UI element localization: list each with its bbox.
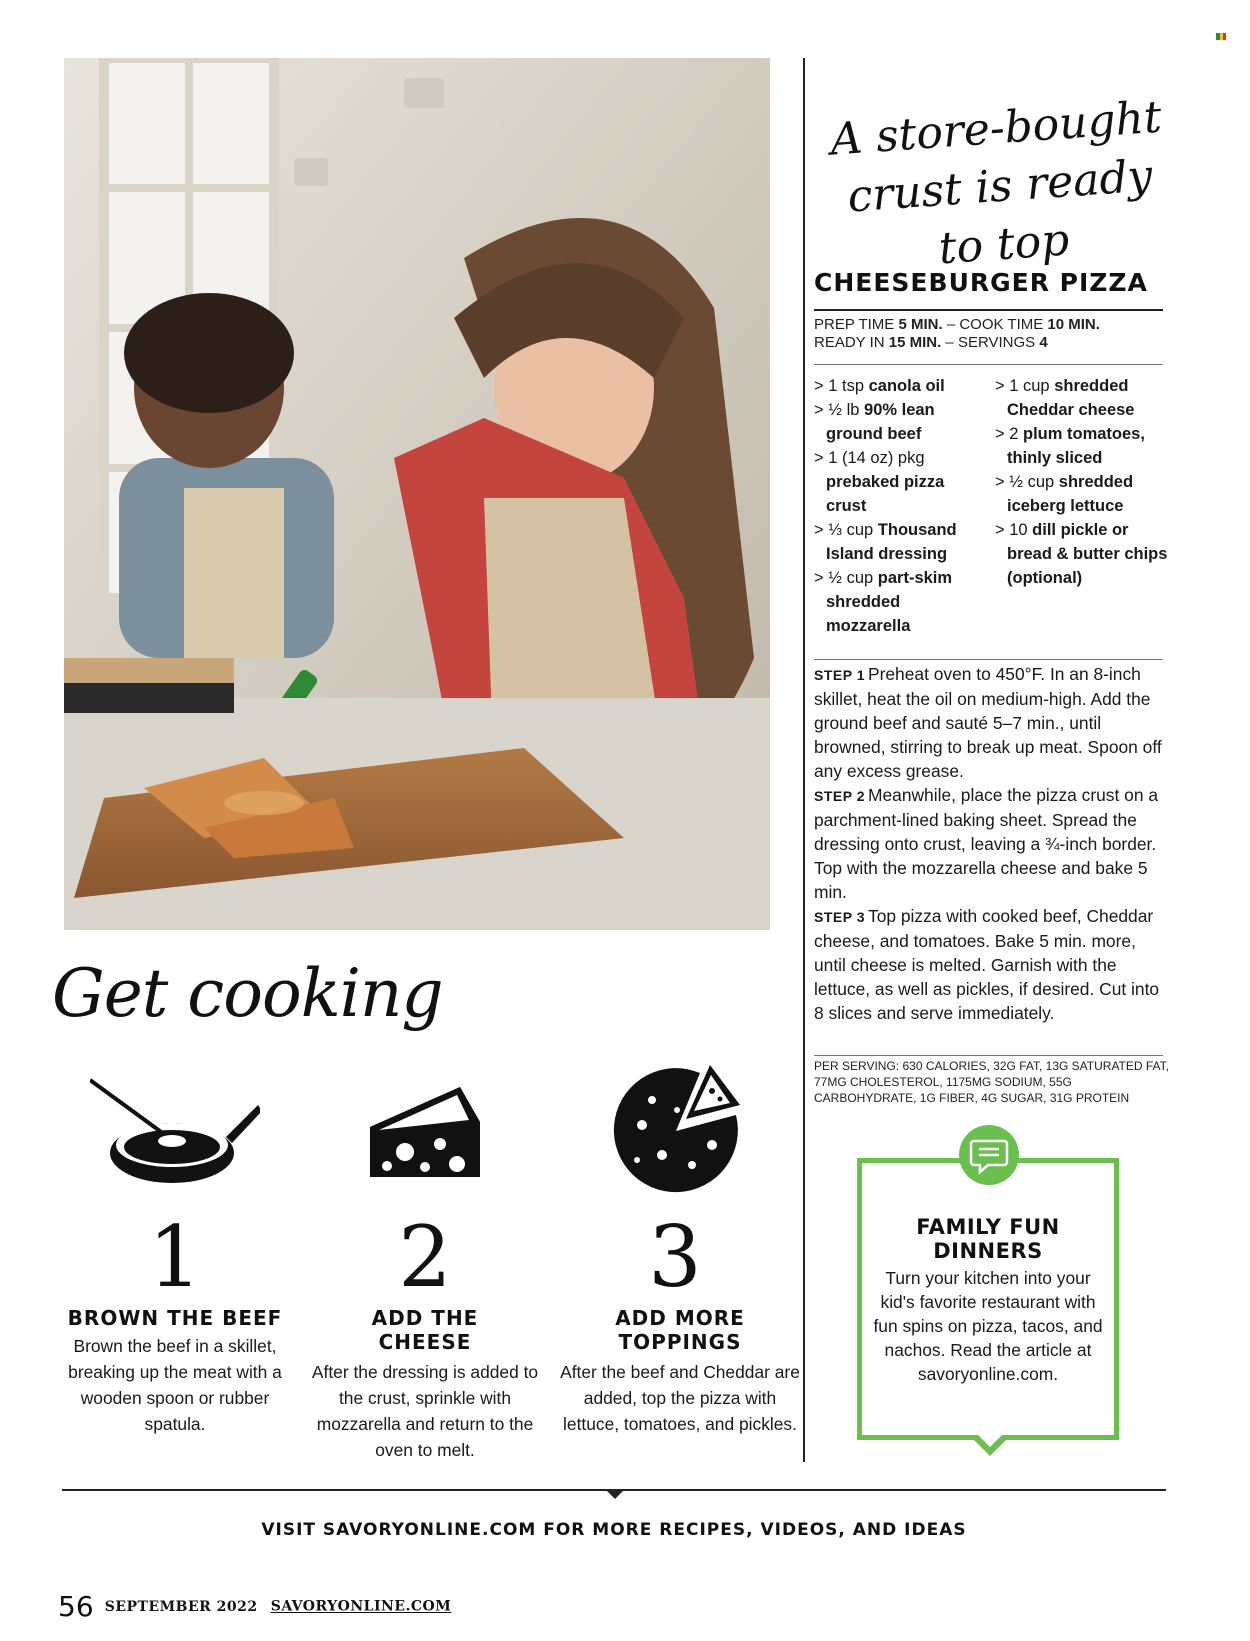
pizza-icon bbox=[612, 1065, 742, 1195]
step-number: 1 bbox=[148, 1208, 202, 1306]
issue-date: SEPTEMBER 2022 bbox=[104, 1598, 258, 1615]
footer-site-link[interactable]: SAVORYONLINE.COM bbox=[270, 1598, 452, 1615]
ingredient-item: > ½ cup part-skim shredded mozzarella bbox=[814, 569, 953, 635]
step-label: STEP 3 bbox=[814, 909, 865, 925]
step-heading: ADD MORE TOPPINGS bbox=[615, 1306, 745, 1354]
recipe-step bbox=[814, 662, 1170, 783]
get-cooking-heading: Get cooking bbox=[52, 955, 443, 1032]
ingredient-list-left bbox=[814, 374, 984, 638]
recipe-title: CHEESEBURGER PIZZA bbox=[814, 268, 1148, 297]
photo-illustration bbox=[64, 58, 770, 930]
ingredient-item: > ½ lb 90% lean ground beef bbox=[814, 401, 935, 443]
step-number: 2 bbox=[398, 1208, 452, 1306]
ingredient-list-right bbox=[995, 374, 1170, 590]
kids-making-pizza-photo bbox=[64, 58, 770, 930]
divider bbox=[814, 364, 1163, 365]
ingredient-item: > ½ cup shredded iceberg lettuce bbox=[995, 473, 1134, 515]
website-cta[interactable]: VISIT SAVORYONLINE.COM FOR MORE RECIPES, VIDEOS, AND IDEAS bbox=[261, 1520, 967, 1540]
ingredient-item: > ⅓ cup Thousand Island dressing bbox=[814, 521, 957, 563]
step-text: Preheat oven to 450°F. In an 8-inch skillet, heat the oil on medium-high. Add the ground beef and sauté 5–7 min., until browned, stirring to break up meat. Spoon off any excess grease. bbox=[814, 664, 1162, 781]
servings-label: – SERVINGS bbox=[941, 334, 1040, 351]
ready-in-value: 15 MIN. bbox=[888, 334, 942, 351]
prep-time-label: PREP TIME bbox=[814, 316, 899, 333]
step-heading: ADD THE CHEESE bbox=[371, 1306, 479, 1354]
step-label: STEP 2 bbox=[814, 788, 865, 804]
meta-line-2 bbox=[814, 334, 1100, 352]
flag-icon bbox=[1216, 33, 1226, 40]
skillet-icon bbox=[90, 1075, 260, 1190]
recipe-meta bbox=[814, 316, 1100, 352]
box-pointer-inner bbox=[977, 1434, 1003, 1447]
step-heading: BROWN THE BEEF bbox=[67, 1306, 283, 1330]
tagline-line-1: A store-bought bbox=[828, 91, 1164, 166]
cook-time-value: 10 MIN. bbox=[1047, 316, 1100, 333]
ingredient-item: > 1 (14 oz) pkg prebaked pizza crust bbox=[814, 449, 945, 515]
recipe-step bbox=[814, 904, 1170, 1025]
prep-time-value: 5 MIN. bbox=[898, 316, 943, 333]
step-number: 3 bbox=[648, 1208, 702, 1306]
ingredient-item: > 1 tsp canola oil bbox=[814, 377, 945, 395]
column-divider bbox=[803, 58, 805, 1462]
cook-time-label: – COOK TIME bbox=[942, 316, 1048, 333]
cheese-icon bbox=[365, 1082, 485, 1182]
divider bbox=[814, 659, 1163, 660]
ingredient-item: > 1 cup shredded Cheddar cheese bbox=[995, 377, 1135, 419]
page-footer bbox=[58, 1590, 451, 1623]
recipe-tagline bbox=[814, 88, 1185, 287]
step-description: After the beef and Cheddar are added, top the pizza with lettuce, tomatoes, and pickles. bbox=[560, 1362, 800, 1434]
step-label: STEP 1 bbox=[814, 667, 865, 683]
chat-bubble-icon bbox=[955, 1125, 1023, 1187]
step-description: Brown the beef in a skillet, breaking up the meat with a wooden spoon or rubber spatula. bbox=[68, 1336, 282, 1434]
ingredient-item: > 2 plum tomatoes, thinly sliced bbox=[995, 425, 1145, 467]
nutrition-info: PER SERVING: 630 CALORIES, 32G FAT, 13G SATURATED FAT, 77MG CHOLESTEROL, 1175MG SODIUM, 55G CARBOHYDRATE, 1G FIBER, 4G SUGAR, 31G PROTEIN bbox=[814, 1059, 1170, 1105]
recipe-steps bbox=[814, 662, 1170, 1025]
divider-arrow bbox=[605, 1489, 625, 1499]
recipe-step bbox=[814, 783, 1170, 904]
page-number: 56 bbox=[58, 1590, 94, 1623]
step-text: Top pizza with cooked beef, Cheddar cheese, and tomatoes. Bake 5 min. more, until cheese is melted. Garnish with the lettuce, as well as pickles, if desired. Cut into 8 slices and serve immediately. bbox=[814, 906, 1160, 1023]
tagline-line-2: crust is ready to top bbox=[845, 150, 1154, 275]
step-description: After the dressing is added to the crust, sprinkle with mozzarella and return to the oven to melt. bbox=[311, 1362, 539, 1460]
servings-value: 4 bbox=[1039, 334, 1048, 351]
box-title: FAMILY FUN DINNERS bbox=[916, 1215, 1060, 1263]
meta-line-1 bbox=[814, 316, 1100, 334]
ingredient-item: > 10 dill pickle or bread & butter chips (optional) bbox=[995, 521, 1168, 587]
divider bbox=[814, 1055, 1163, 1056]
divider bbox=[814, 309, 1163, 311]
step-text: Meanwhile, place the pizza crust on a parchment-lined baking sheet. Spread the dressing onto crust, leaving a ¾-inch border. Top with the mozzarella cheese and bake 5 min. bbox=[814, 785, 1159, 902]
box-body: Turn your kitchen into your kid's favorite restaurant with fun spins on pizza, tacos, and nachos. Read the article at savoryonline.com. bbox=[873, 1268, 1103, 1384]
ready-in-label: READY IN bbox=[814, 334, 889, 351]
